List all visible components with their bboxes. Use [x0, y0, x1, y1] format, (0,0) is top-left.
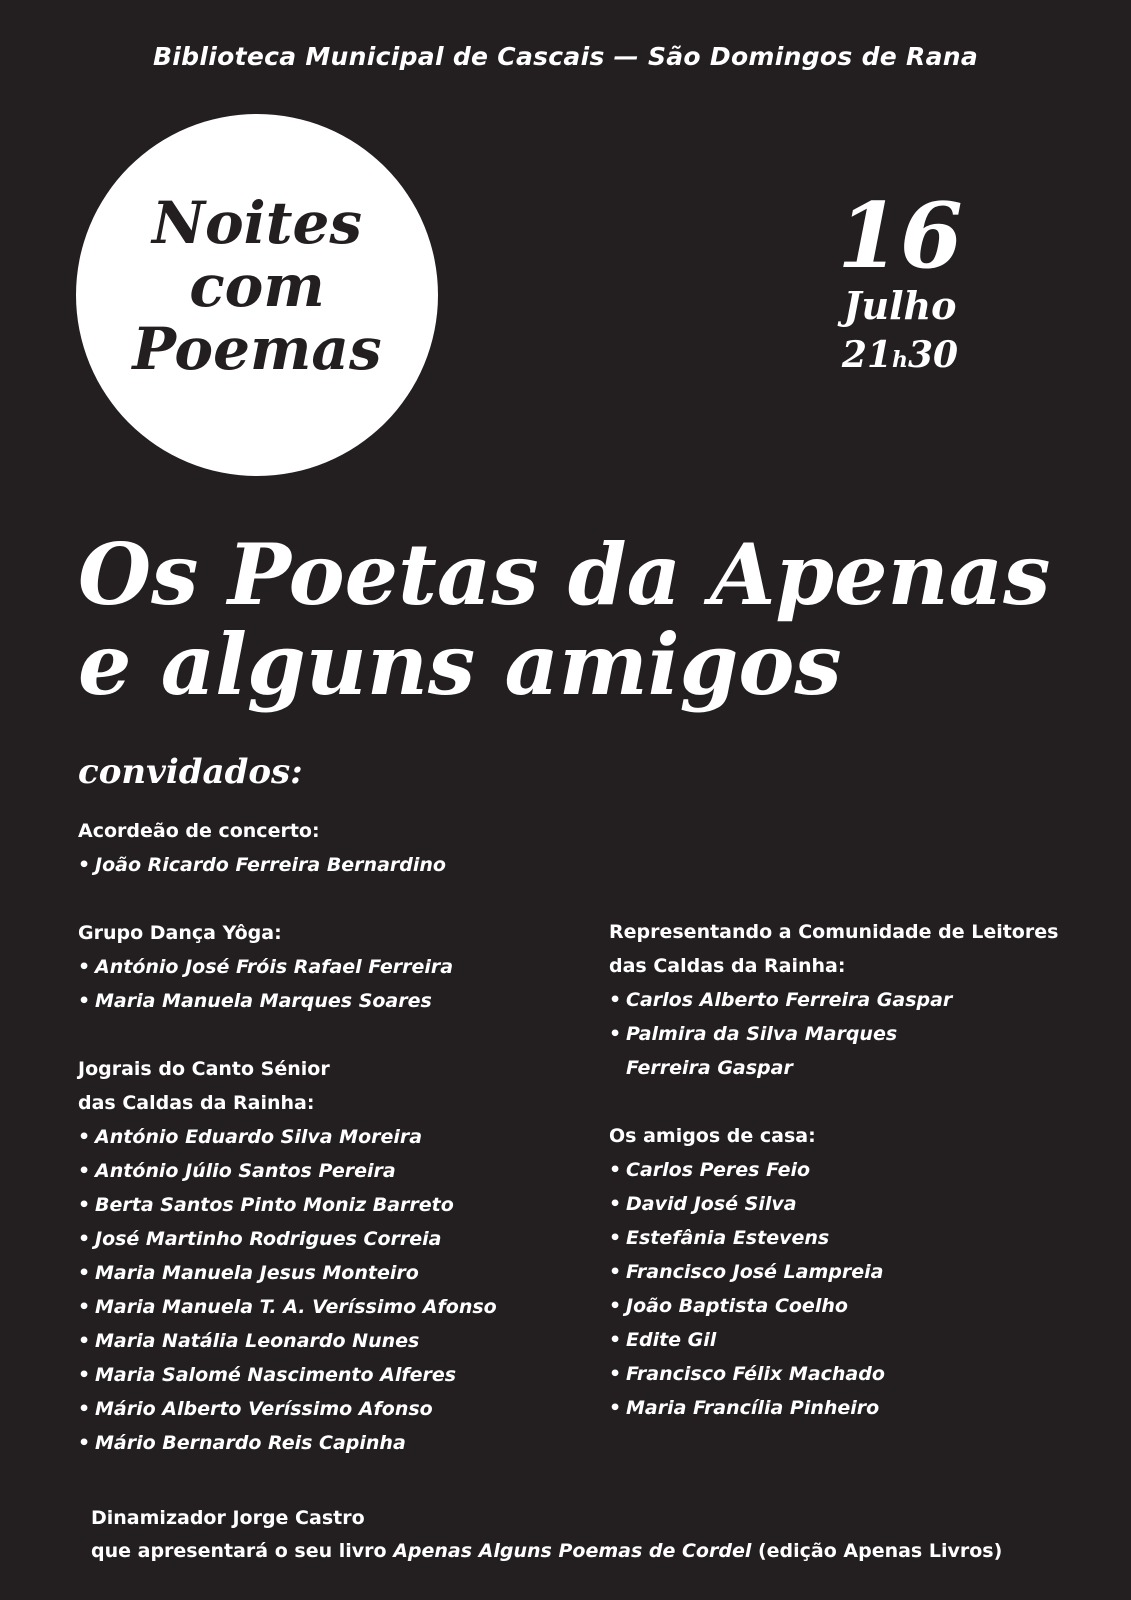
- bullet-icon: •: [609, 1159, 622, 1181]
- guest-name: [609, 1357, 1129, 1391]
- guest-name: [78, 848, 608, 882]
- bullet-icon: •: [78, 854, 91, 876]
- guest-name-text: José Martinho Rodrigues Correia: [95, 1228, 442, 1250]
- guest-name-text: Maria Manuela Jesus Monteiro: [95, 1262, 419, 1284]
- guest-name-text: Berta Santos Pinto Moniz Barreto: [95, 1194, 454, 1216]
- bullet-icon: •: [609, 1397, 622, 1419]
- guest-group-heading: Grupo Dança Yôga:: [78, 922, 282, 944]
- bullet-icon: •: [78, 1194, 91, 1216]
- guest-name: [609, 1289, 1129, 1323]
- event-day: 16: [837, 183, 963, 289]
- event-time-minutes: 30: [908, 334, 959, 376]
- series-title-line2: com: [189, 252, 325, 320]
- guest-name: [78, 1290, 608, 1324]
- guest-name-text: Maria Manuela T. A. Veríssimo Afonso: [95, 1296, 497, 1318]
- guest-name: [78, 984, 608, 1018]
- bullet-icon: •: [78, 1262, 91, 1284]
- bullet-icon: •: [609, 1329, 622, 1351]
- guest-name: [78, 1188, 608, 1222]
- guest-name: [609, 1391, 1129, 1425]
- guest-name-text: Carlos Alberto Ferreira Gaspar: [626, 989, 953, 1011]
- guest-name-text: Carlos Peres Feio: [626, 1159, 811, 1181]
- guest-name: [609, 1323, 1129, 1357]
- bullet-icon: •: [78, 1160, 91, 1182]
- event-month: Julho: [843, 283, 957, 328]
- footer: [91, 1502, 1131, 1568]
- guest-name: [78, 950, 608, 984]
- series-title-line3: Poemas: [132, 315, 382, 383]
- right-guest-group: [609, 1119, 1129, 1425]
- bullet-icon: •: [609, 1261, 622, 1283]
- guest-name-text: Maria Salomé Nascimento Alferes: [95, 1364, 457, 1386]
- guest-name-text: Mário Bernardo Reis Capinha: [95, 1432, 406, 1454]
- guest-name: [609, 1153, 1129, 1187]
- guest-name: [609, 1221, 1129, 1255]
- guest-name: [78, 1256, 608, 1290]
- bullet-icon: •: [78, 1364, 91, 1386]
- bullet-icon: •: [78, 1432, 91, 1454]
- guest-name-text: João Ricardo Ferreira Bernardino: [95, 854, 446, 876]
- guest-name-text: Estefânia Estevens: [626, 1227, 830, 1249]
- bullet-icon: •: [78, 1296, 91, 1318]
- event-date: [780, 183, 1020, 385]
- guest-name: [78, 1324, 608, 1358]
- guest-name: [609, 983, 1129, 1017]
- guest-name-text: António Júlio Santos Pereira: [95, 1160, 396, 1182]
- event-time-hours: 21: [841, 334, 892, 376]
- guest-name-text: Maria Francília Pinheiro: [626, 1397, 880, 1419]
- guest-name: [609, 1187, 1129, 1221]
- guest-name: [78, 1120, 608, 1154]
- guest-name-text: Edite Gil: [626, 1329, 717, 1351]
- series-title: [76, 189, 438, 383]
- series-title-line1: Noites: [151, 189, 363, 257]
- bullet-icon: •: [609, 989, 622, 1011]
- guest-name: [78, 1392, 608, 1426]
- guest-name: [609, 1051, 1129, 1085]
- guest-name-text: Francisco Félix Machado: [626, 1363, 885, 1385]
- guest-name-text: Maria Natália Leonardo Nunes: [95, 1330, 420, 1352]
- guest-group-heading: Jograis do Canto Sénior: [78, 1058, 330, 1080]
- guest-name: [78, 1426, 608, 1460]
- left-guest-group: [78, 1052, 608, 1460]
- guest-name: [609, 1255, 1129, 1289]
- left-guest-group: [78, 814, 608, 882]
- guest-group-heading: Representando a Comunidade de Leitores: [609, 921, 1059, 943]
- book-title: Apenas Alguns Poemas de Cordel: [393, 1540, 752, 1562]
- guest-name: [609, 1017, 1129, 1051]
- guest-name-text: David José Silva: [626, 1193, 797, 1215]
- headline-line2: e alguns amigos: [78, 615, 842, 714]
- bullet-icon: •: [609, 1227, 622, 1249]
- bullet-icon: •: [609, 1193, 622, 1215]
- footer-book-suffix: (edição Apenas Livros): [751, 1540, 1003, 1562]
- guest-name-text: João Baptista Coelho: [626, 1295, 848, 1317]
- guest-name: [78, 1154, 608, 1188]
- bullet-icon: •: [609, 1023, 622, 1045]
- bullet-icon: •: [609, 1295, 622, 1317]
- guests-right-column: [609, 915, 1129, 1425]
- series-badge: [76, 114, 438, 476]
- guest-name: [78, 1358, 608, 1392]
- guest-name-text: Ferreira Gaspar: [626, 1057, 793, 1079]
- guest-group-heading: Os amigos de casa:: [609, 1125, 816, 1147]
- guest-name: [78, 1222, 608, 1256]
- bullet-icon: •: [78, 1228, 91, 1250]
- guest-group-heading: das Caldas da Rainha:: [78, 1092, 315, 1114]
- group-spacer: [78, 1018, 608, 1052]
- bullet-icon: •: [609, 1363, 622, 1385]
- guest-name-text: Maria Manuela Marques Soares: [95, 990, 432, 1012]
- guest-name-text: António Eduardo Silva Moreira: [95, 1126, 423, 1148]
- guest-name-text: Francisco José Lampreia: [626, 1261, 884, 1283]
- group-spacer: [609, 1085, 1129, 1119]
- bullet-icon: •: [78, 1126, 91, 1148]
- bullet-icon: •: [78, 956, 91, 978]
- bullet-icon: •: [78, 990, 91, 1012]
- venue-title: Biblioteca Municipal de Cascais — São Domingos de Rana: [152, 42, 979, 71]
- group-spacer: [78, 882, 608, 916]
- guest-group-heading: Acordeão de concerto:: [78, 820, 320, 842]
- footer-book-prefix: que apresentará o seu livro: [91, 1540, 394, 1562]
- guest-group-heading: das Caldas da Rainha:: [609, 955, 846, 977]
- event-time-separator: h: [892, 347, 908, 373]
- bullet-icon: •: [78, 1398, 91, 1420]
- headline-line1: Os Poetas da Apenas: [78, 525, 1051, 624]
- right-guest-group: [609, 915, 1129, 1085]
- event-time: [780, 330, 1020, 385]
- guest-name-text: Mário Alberto Veríssimo Afonso: [95, 1398, 433, 1420]
- guests-title: convidados:: [78, 752, 303, 792]
- guest-name-text: António José Fróis Rafael Ferreira: [95, 956, 454, 978]
- footer-book-line: [91, 1535, 1131, 1568]
- guest-name-text: Palmira da Silva Marques: [626, 1023, 898, 1045]
- guests-left-column: [78, 814, 608, 1460]
- main-headline: [78, 525, 1128, 714]
- left-guest-group: [78, 916, 608, 1018]
- footer-organizer: Dinamizador Jorge Castro: [91, 1507, 365, 1529]
- bullet-icon: •: [78, 1330, 91, 1352]
